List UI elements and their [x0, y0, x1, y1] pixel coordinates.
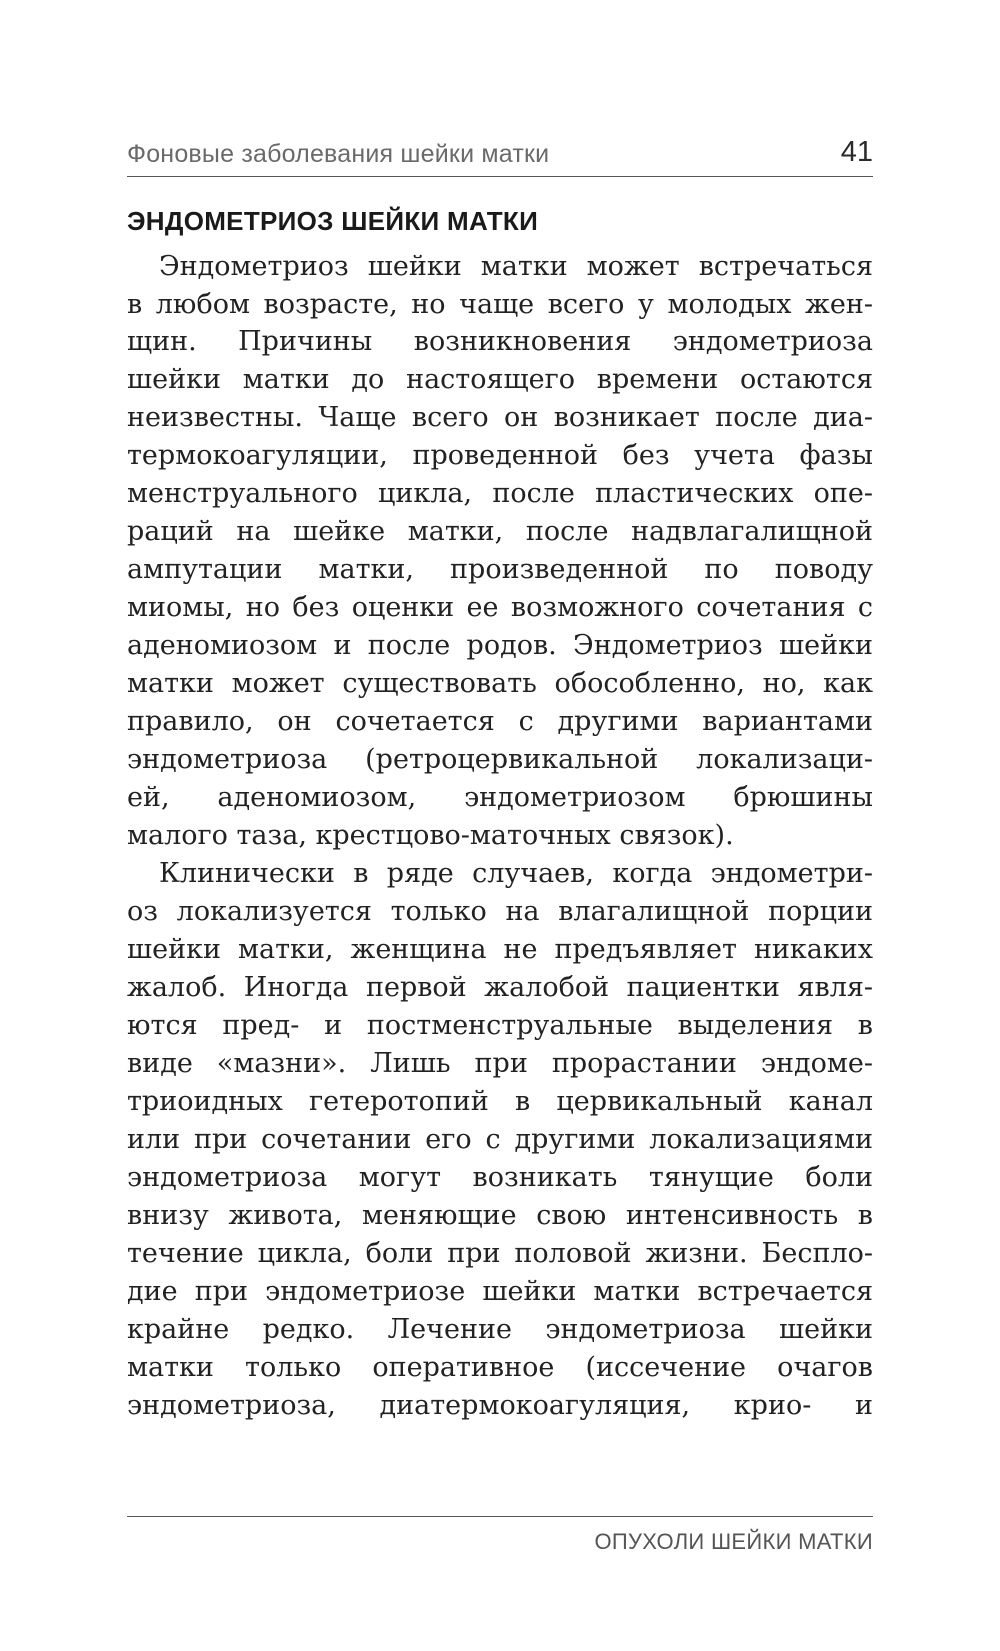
running-header	[127, 134, 873, 177]
body-line: ей, аденомиозом, эндометриозом брюшины	[127, 782, 873, 813]
body-line: виде «мазни». Лишь при прорастании эндоме-	[127, 1048, 873, 1079]
body-line: эндометриоза (ретроцервикальной локализаци-	[127, 744, 873, 775]
body-line: Клинически в ряде случаев, когда эндометри-	[159, 858, 873, 889]
body-line: эндометриоза, диатермокоагуляция, крио- и	[127, 1390, 873, 1421]
body-line: или при сочетании его с другими локализациями	[127, 1124, 873, 1155]
body-line: миомы, но без оценки ее возможного сочетания с	[127, 592, 873, 623]
body-line: дие при эндометриозе шейки матки встречается	[127, 1276, 873, 1307]
body-line: триоидных гетеротопий в цервикальный канал	[127, 1086, 873, 1117]
body-line: шейки матки, женщина не предъявляет никаких	[127, 934, 873, 965]
body-line: крайне редко. Лечение эндометриоза шейки	[127, 1314, 873, 1345]
body-line: малого таза, крестцово-маточных связок).	[127, 820, 734, 851]
section-heading: ЭНДОМЕТРИОЗ ШЕЙКИ МАТКИ	[127, 206, 539, 236]
body-line: менструального цикла, после пластических опе-	[127, 478, 873, 509]
body-line: матки может существовать обособленно, но, как	[127, 668, 873, 699]
body-line: жалоб. Иногда первой жалобой пациентки явля-	[127, 972, 873, 1003]
body-line: неизвестны. Чаще всего он возникает после диа-	[127, 402, 873, 433]
body-line: раций на шейке матки, после надвлагалищной	[127, 516, 873, 547]
running-footer	[127, 1516, 873, 1567]
body-line: матки только оперативное (иссечение очагов	[127, 1352, 873, 1383]
running-footer-title: ОПУХОЛИ ШЕЙКИ МАТКИ	[594, 1529, 873, 1554]
body-line: оз локализуется только на влагалищной порции	[127, 896, 873, 927]
body-line: правило, он сочетается с другими вариантами	[127, 706, 873, 737]
body-line: течение цикла, боли при половой жизни. Беспло-	[127, 1238, 873, 1269]
page-number: 41	[840, 136, 873, 168]
body-line: Эндометриоз шейки матки может встречаться	[159, 251, 873, 282]
body-line: в любом возрасте, но чаще всего у молодых жен-	[127, 289, 873, 320]
body-line: ампутации матки, произведенной по поводу	[127, 554, 873, 585]
body-line: аденомиозом и после родов. Эндометриоз шейки	[127, 630, 873, 661]
body-line: внизу живота, меняющие свою интенсивность в	[127, 1200, 873, 1231]
body-line: щин. Причины возникновения эндометриоза	[127, 326, 873, 357]
body-line: термокоагуляции, проведенной без учета фазы	[127, 440, 873, 471]
body-line: эндометриоза могут возникать тянущие боли	[127, 1162, 873, 1193]
running-header-title: Фоновые заболевания шейки матки	[127, 140, 550, 168]
body-line: шейки матки до настоящего времени остаются	[127, 364, 873, 395]
body-line: ются пред- и постменструальные выделения в	[127, 1010, 873, 1041]
